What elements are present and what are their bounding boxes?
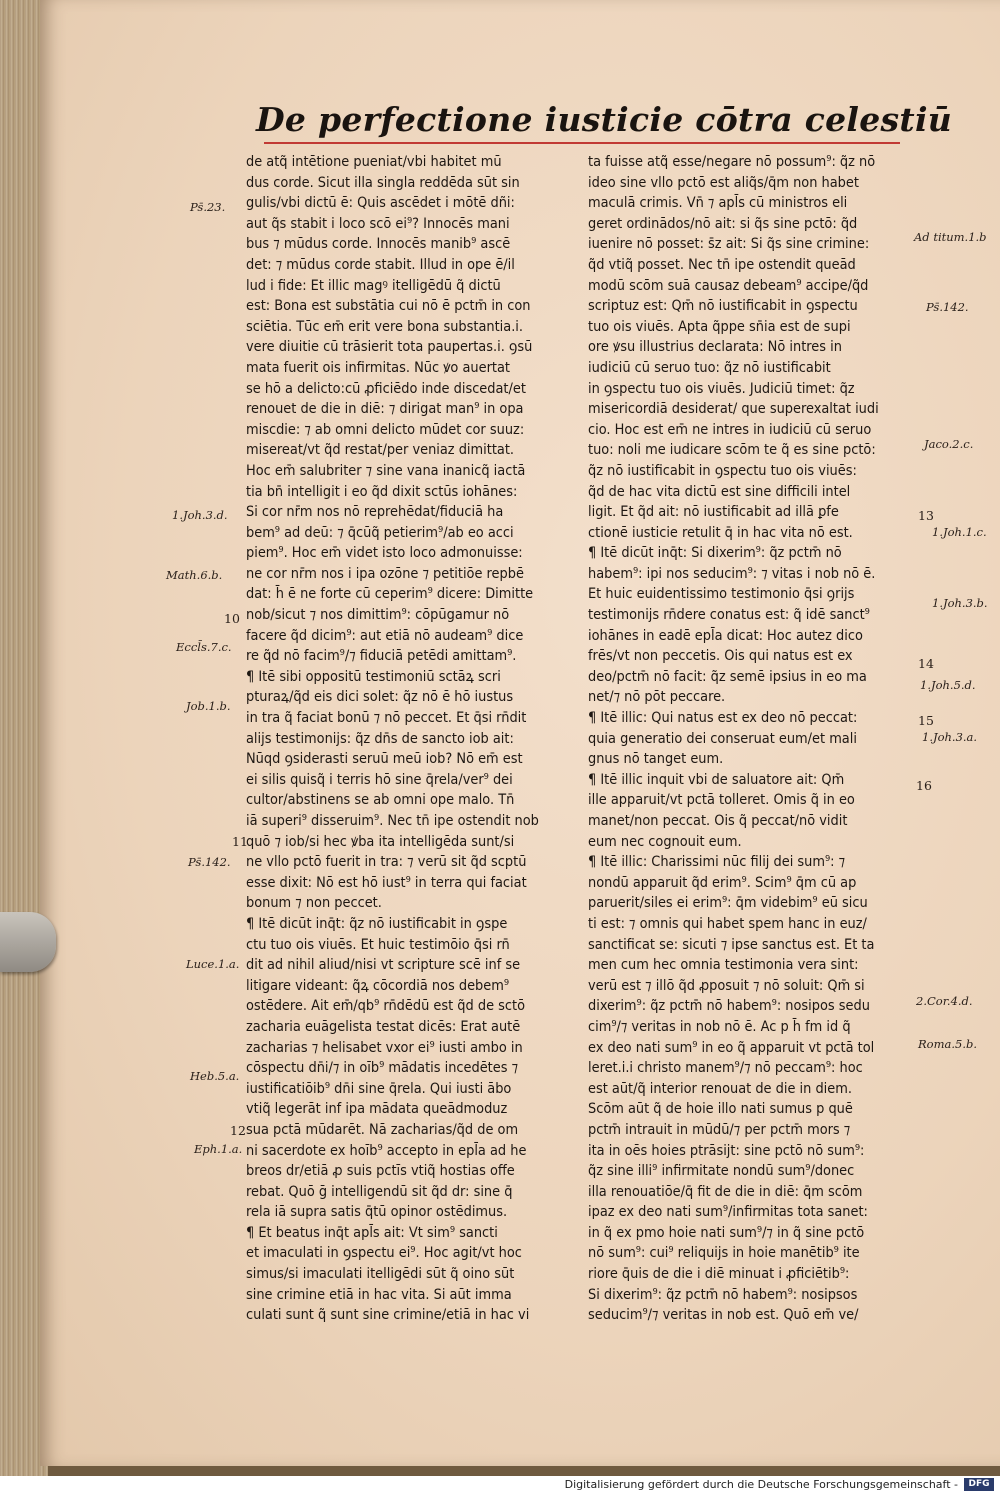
text-line: bem⁹ ad deū: ⁊ q̄cūq̃ petierim⁹/ab eo acci: [246, 524, 514, 541]
text-line: renouet de die in diē: ⁊ dirigat man⁹ in opa: [246, 401, 524, 418]
text-line: rela iā supra satis q̄tū opinor ostēdimus.: [246, 1204, 508, 1221]
text-line: ti est: ⁊ omnis qui habet spem hanc in euz/: [588, 915, 867, 932]
text-line: ta fuisse atq̃ esse/negare nō possum⁹: q̃z nō: [588, 154, 876, 170]
text-line: testimonijs rn̄dere conatus est: q̃ idē sanct⁹: [588, 607, 870, 624]
text-line: nō sum⁹: cui⁹ reliquijs in hoie manētib⁹ ite: [588, 1245, 860, 1262]
section-number: 12: [230, 1123, 246, 1138]
text-line: est: Bona est substātia cui nō ē pctm̄ in con: [246, 298, 531, 315]
text-line: esse dixit: Nō est hō iust⁹ in terra qui faciat: [246, 874, 527, 891]
text-line: bonum ⁊ non peccet.: [246, 895, 382, 912]
section-number: 11: [232, 834, 248, 849]
margin-note: 2.Cor.4.d.: [916, 994, 973, 1008]
text-line: q̃d vtiq̃ posset. Nec tn̄ ipe ostendit queād: [588, 256, 856, 273]
text-line: iuenire nō posset: s̄z ait: Si q̃s sine crimine:: [588, 236, 870, 253]
section-number: 15: [918, 713, 934, 728]
text-line: vtiq̃ legerāt inf ipa mādata queādmoduz: [246, 1101, 508, 1118]
text-line: alijs testimonijs: q̃z dn̄s de sancto iob ait:: [246, 730, 514, 747]
text-line: ¶ Et beatus inq̄t apl̄s ait: Vt sim⁹ sancti: [246, 1224, 498, 1241]
text-line: Si cor nr̄m nos nō reprehēdat/fiduciā ha: [246, 504, 504, 521]
text-line: ligit. Et q̃d ait: nō iustificabit ad illā ꝑfe: [588, 504, 839, 521]
text-line: riore q̄uis de die i diē minuat i ꝓficiētib⁹:: [588, 1266, 850, 1283]
text-line: breos dr/etiā ꝓ suis pctīs vtiq̃ hostias offe: [246, 1163, 515, 1180]
margin-note: Heb.5.a.: [190, 1069, 240, 1083]
text-line: gnus nō tanget eum.: [588, 751, 724, 768]
text-line: maculā crimis. Vn̄ ⁊ apl̄s cū ministros eli: [588, 195, 848, 212]
text-line: cōspectu dn̄i/⁊ in oīb⁹ mādatis incedētes ⁊: [246, 1060, 519, 1077]
text-line: vere diuitie cū trāsierit tota paupertas.i. ꝯsū: [246, 339, 533, 356]
text-line: culati sunt q̃ sunt sine crimine/etiā in hac vi: [246, 1307, 530, 1324]
margin-note: Math.6.b.: [166, 568, 223, 582]
text-line: ctionē iusticie retulit q̄ in hac vita nō est.: [588, 524, 853, 541]
text-line: q̃z sine illi⁹ infirmitate nondū sum⁹/donec: [588, 1163, 855, 1180]
text-line: q̃z nō iustificabit in ꝯspectu tuo ois viuēs:: [588, 462, 857, 479]
text-line: tuo ois viuēs. Apta q̃ppe sn̄ia est de supi: [588, 318, 851, 335]
title-rule: [264, 142, 900, 144]
text-line: verū est ⁊ illō q̃d ꝓposuit ⁊ nō soluit: Qm̄ si: [588, 977, 865, 994]
text-line: sciētia. Tūc em̄ erit vere bona substantia.i.: [246, 318, 524, 335]
text-line: ne cor nr̄m nos i ipa ozōne ⁊ petitiōe repbē: [246, 565, 524, 582]
text-line: ille apparuit/vt pctā tolleret. Omis q̃ in eo: [588, 792, 855, 809]
text-line: litigare videant: q̃ꝝ cōcordiā nos debem⁹: [246, 977, 510, 994]
text-line: ¶ Itē dicūt inq̄t: Si dixerim⁹: q̃z pctm̄ nō: [588, 545, 842, 562]
margin-note: 1.Joh.3.d.: [172, 508, 228, 522]
text-line: q̃d de hac vita dictū est sine difficili intel: [588, 483, 851, 500]
text-line: de atq̃ intētione pueniat/vbi habitet mū: [246, 154, 502, 170]
margin-note: Job.1.b.: [186, 699, 231, 713]
text-line: quō ⁊ iob/si hec ꝟba ita intelligēda sunt/si: [246, 833, 515, 850]
text-line: frēs/vt non peccetis. Ois qui natus est ex: [588, 648, 853, 665]
text-line: bus ⁊ mūdus corde. Innocēs manib⁹ ascē: [246, 236, 511, 253]
text-line: illa renouatiōe/q̄ fit de die in diē: q̄m scōm: [588, 1183, 863, 1200]
text-line: ¶ Itē illic inquit vbi de saluatore ait: Qm̄: [588, 771, 845, 788]
text-line: modū scōm suā causaz debeam⁹ accipe/q̃d: [588, 277, 869, 294]
text-line: men cum hec omnia testimonia vera sint:: [588, 957, 859, 974]
text-line: leret.i.i christo manem⁹/⁊ nō peccam⁹: hoc: [588, 1060, 863, 1077]
text-line: Si dixerim⁹: q̃z pctm̄ nō habem⁹: nosipsos: [588, 1286, 858, 1303]
text-line: piem⁹. Hoc em̄ videt isto loco admonuisse:: [246, 545, 523, 562]
margin-note: Eph.1.a.: [194, 1142, 243, 1156]
text-line: iudiciū cū seruo tuo: q̃z nō iustificabit: [588, 359, 831, 376]
text-line: mata fuerit ois infirmitas. Nūc ꝟo auertat: [246, 359, 510, 376]
text-line: cultor/abstinens se ab omni ope malo. Tn̄: [246, 792, 515, 809]
text-line: ex deo nati sum⁹ in eo q̃ apparuit vt pctā tol: [588, 1039, 875, 1056]
text-line: ei silis quisq̃ i terris hō sine q̄rela/ver⁹ dei: [246, 771, 513, 788]
text-line: zacharias ⁊ helisabet vxor ei⁹ iusti ambo in: [246, 1039, 523, 1056]
text-line: ni sacerdote ex hoīb⁹ accepto in epl̄a ad he: [246, 1142, 527, 1159]
text-line: in ꝯspectu tuo ois viuēs. Judiciū timet: q̃z: [588, 380, 855, 397]
page-title: De perfectione iusticie cōtra celestiū: [256, 100, 953, 139]
text-line: sanctificat se: sicuti ⁊ ipse sanctus est. Et ta: [588, 936, 875, 953]
footer-credit: Digitalisierung gefördert durch die Deutsche Forschungsgemeinschaft -: [564, 1478, 958, 1491]
text-line: Scōm aūt q̃ de hoie illo nati sumus p quē: [588, 1101, 853, 1118]
page-clip: [0, 912, 56, 972]
text-line: tuo: noli me iudicare scōm te q̃ es sine pctō:: [588, 442, 876, 459]
text-line: se hō a delicto:cū ꝓficiēdo inde discedat/et: [246, 380, 526, 397]
text-line: lud i fide: Et illic magꝰ itelligēdū q̃ dictū: [246, 277, 501, 294]
text-line: iā superi⁹ disseruim⁹. Nec tn̄ ipe ostendit nob: [246, 813, 539, 829]
margin-note: 1.Joh.3.b.: [932, 596, 988, 610]
text-line: ipaz ex deo nati sum⁹/infirmitas tota sanet:: [588, 1204, 868, 1221]
text-line: rebat. Quō ḡ intelligendū sit q̃d dr: sine q̄: [246, 1183, 513, 1200]
text-line: cim⁹/⁊ veritas in nob nō ē. Ac p h̄ fm id q̃: [588, 1018, 851, 1035]
margin-note: 1.Joh.1.c.: [932, 525, 987, 539]
text-line: miscdie: ⁊ ab omni delicto mūdet cor suuz:: [246, 421, 525, 438]
margin-note: Eccl̄s.7.c.: [176, 640, 232, 654]
text-line: ideo sine vllo pctō est aliq̃s/q̄m non habet: [588, 174, 859, 191]
text-line: ¶ Itē sibi oppositū testimoniū sctāꝝ scri: [246, 668, 501, 685]
margin-note: Jaco.2.c.: [924, 437, 974, 451]
left-text-column: [246, 152, 576, 1326]
text-line: facere q̃d dicim⁹: aut etiā nō audeam⁹ dice: [246, 627, 524, 644]
text-line: Hoc em̄ salubriter ⁊ sine vana inanicq̃ iactā: [246, 462, 526, 479]
text-line: ne vllo pctō fuerit in tra: ⁊ verū sit q̃d scptū: [246, 854, 527, 871]
section-number: 13: [918, 508, 934, 523]
text-line: nob/sicut ⁊ nos dimittim⁹: cōpūgamur nō: [246, 607, 510, 624]
text-line: eum nec cognouit eum.: [588, 833, 742, 850]
section-number: 16: [916, 778, 932, 793]
section-number: 10: [224, 611, 240, 626]
text-line: ore ꝟsu illustrius declarata: Nō intres in: [588, 339, 842, 356]
margin-note: Ps̄.142.: [926, 300, 969, 314]
text-line: net/⁊ nō pōt peccare.: [588, 689, 726, 706]
text-line: et imaculati in ꝯspectu ei⁹. Hoc agit/vt hoc: [246, 1245, 522, 1262]
text-line: in tra q̃ faciat bonū ⁊ nō peccet. Et q̄si rn̄dit: [246, 710, 527, 727]
text-line: geret ordinādos/nō ait: si q̃s sine pctō: q̃d: [588, 215, 858, 232]
text-line: seducim⁹/⁊ veritas in nob est. Quō em̄ ve/: [588, 1307, 859, 1324]
margin-note: Roma.5.b.: [918, 1037, 977, 1051]
text-line: Nūqd ꝯsiderasti seruū meū iob? Nō em̄ est: [246, 751, 523, 768]
text-line: tia bn̄ intelligit i eo q̃d dixit sctūs iohānes:: [246, 483, 518, 500]
text-line: dixerim⁹: q̃z pctm̄ nō habem⁹: nosipos sedu: [588, 998, 870, 1015]
footer-bar: [0, 1476, 1000, 1494]
margin-note: Ps̄.142.: [188, 855, 231, 869]
text-line: est aūt/q̃ interior renouat de die in diem.: [588, 1080, 852, 1097]
text-line: dus corde. Sicut illa singla reddēda sūt sin: [246, 174, 520, 191]
text-line: scriptuz est: Qm̄ nō iustificabit in ꝯspectu: [588, 298, 858, 315]
text-line: ¶ Itē dicūt inq̄t: q̃z nō iustificabit in ꝯspe: [246, 915, 508, 932]
text-line: quia generatio dei conseruat eum/et mali: [588, 730, 857, 747]
text-line: dit ad nihil aliud/nisi vt scripture scē inf se: [246, 957, 521, 974]
text-line: ostēdere. Ait em̄/qb⁹ rn̄dēdū est q̃d de sctō: [246, 998, 526, 1015]
text-line: sua pctā mūdarēt. Nā zacharias/q̃d de om: [246, 1121, 519, 1138]
text-line: ¶ Itē illic: Charissimi nūc filij dei sum⁹: ⁊: [588, 854, 846, 871]
text-line: simus/si imaculati itelligēdi sūt q̃ oino sūt: [246, 1266, 515, 1283]
text-line: sine crimine etiā in hac vita. Si aūt imma: [246, 1286, 512, 1303]
text-line: iustificatiōib⁹ dn̄i sine q̄rela. Qui iusti ābo: [246, 1080, 512, 1097]
text-line: ita in oēs hoies ptrāsijt: sine pctō nō sum⁹:: [588, 1142, 865, 1159]
text-line: cio. Hoc est em̄ ne intres in iudiciū cū seruo: [588, 421, 872, 438]
text-line: in q̃ ex pmo hoie nati sum⁹/⁊ in q̃ sine pctō: [588, 1224, 865, 1241]
text-line: nondū apparuit q̃d erim⁹. Scim⁹ q̄m cū ap: [588, 874, 857, 891]
right-text-column: [588, 152, 914, 1326]
margin-note: 1.Joh.5.d.: [920, 678, 976, 692]
text-line: paruerit/siles ei erim⁹: q̄m videbim⁹ eū sicu: [588, 895, 868, 912]
text-line: habem⁹: ipi nos seducim⁹: ⁊ vitas i nob nō ē.: [588, 565, 876, 582]
text-line: manet/non peccat. Ois q̃ peccat/nō vidit: [588, 813, 848, 829]
text-line: det: ⁊ mūdus corde stabit. Illud in ope ē/il: [246, 256, 515, 273]
text-line: re q̃d nō facim⁹/⁊ fiduciā petēdi amittam⁹.: [246, 648, 517, 665]
text-line: gulis/vbi dictū ē: Quis ascēdet i mōtē dñi:: [246, 195, 515, 212]
text-line: zacharia euāgelista testat dicēs: Erat autē: [246, 1018, 521, 1035]
margin-note: Ad titum.1.b: [914, 230, 987, 244]
text-line: Et huic euidentissimo testimonio q̄si ꝯrijs: [588, 586, 855, 603]
section-number: 14: [918, 656, 934, 671]
text-line: ctu tuo ois viuēs. Et huic testimōio q̄si rn̄: [246, 936, 510, 953]
dfg-logo: DFG: [964, 1478, 994, 1491]
text-line: iohānes in eadē epl̄a dicat: Hoc autez dico: [588, 627, 863, 644]
margin-note: Ps̄.23.: [190, 200, 226, 214]
text-line: ¶ Itē illic: Qui natus est ex deo nō peccat:: [588, 710, 858, 727]
text-line: aut q̃s stabit i loco scō ei⁹? Innocēs mani: [246, 215, 510, 232]
text-line: pctm̄ intrauit in mūdū/⁊ per pctm̄ mors ⁊: [588, 1121, 851, 1138]
text-line: misereat/vt q̃d restat/per veniaz dimittat.: [246, 442, 515, 459]
text-line: misericordiā desiderat/ que superexaltat iudi: [588, 401, 879, 418]
margin-note: Luce.1.a.: [186, 957, 240, 971]
margin-note: 1.Joh.3.a.: [922, 730, 978, 744]
text-line: pturaꝝ/q̃d eis dici solet: q̃z nō ē hō iustus: [246, 689, 514, 706]
text-line: dat: h̄ ē ne forte cū ceperim⁹ dicere: Dimitte: [246, 586, 534, 603]
text-line: deo/pctm̄ nō facit: q̃z semē ipsius in eo ma: [588, 668, 867, 685]
